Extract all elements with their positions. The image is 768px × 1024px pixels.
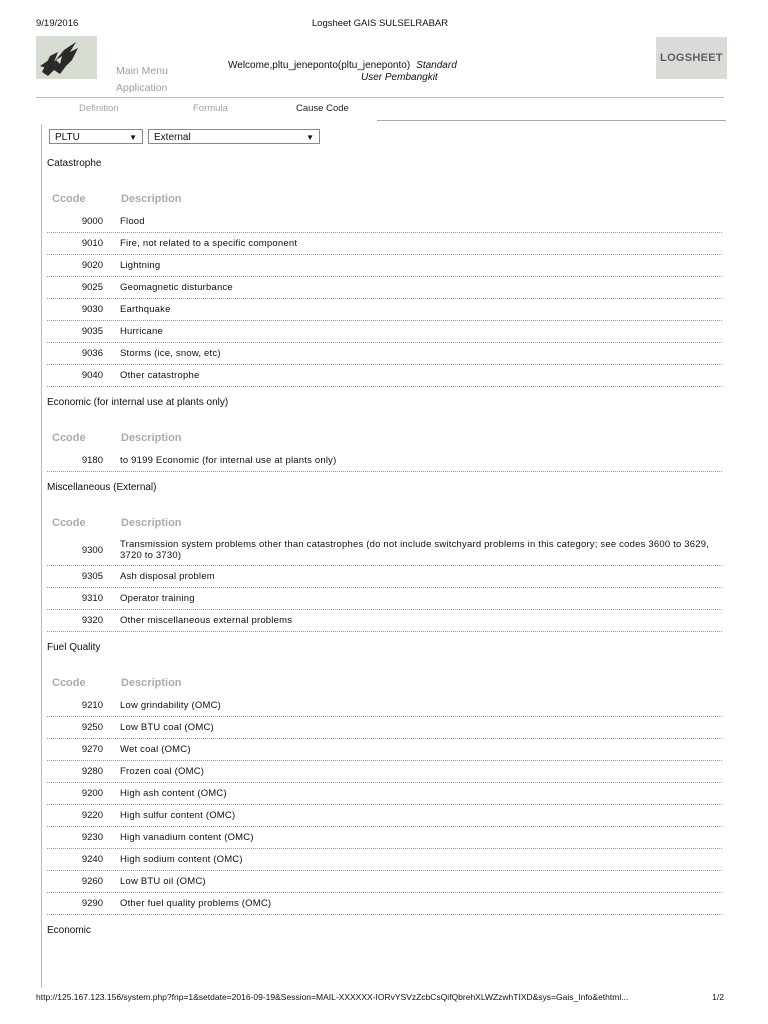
table-row: [47, 871, 722, 893]
cause-description: High vanadium content (OMC): [120, 832, 254, 843]
company-logo[interactable]: [36, 36, 97, 79]
cause-description: High ash content (OMC): [120, 788, 227, 799]
table-row: [47, 343, 722, 365]
table-row: [47, 695, 722, 717]
column-header-description: Description: [121, 432, 182, 444]
section-spacer: [47, 387, 722, 395]
cause-code: 9040: [81, 370, 103, 381]
cause-code: 9035: [81, 326, 103, 337]
cause-code: 9270: [81, 744, 103, 755]
chevron-down-icon: ▼: [129, 133, 137, 142]
column-header-description: Description: [121, 517, 182, 529]
unit-select-value: PLTU: [55, 132, 80, 143]
cause-code-table: [47, 535, 722, 632]
table-row: [47, 450, 722, 472]
cause-code: 9300: [81, 544, 103, 556]
cause-description: High sodium content (OMC): [120, 854, 243, 865]
table-row: [47, 365, 722, 387]
section-title: Economic: [47, 925, 91, 936]
category-select[interactable]: [148, 129, 320, 144]
table-row: [47, 299, 722, 321]
table-row: [47, 610, 722, 632]
table-row: [47, 893, 722, 915]
column-header-code: Ccode: [52, 677, 86, 689]
section-spacer: [47, 496, 722, 511]
column-header-code: Ccode: [52, 193, 86, 205]
table-header: [47, 426, 722, 450]
print-page-number: 1/2: [712, 992, 724, 1002]
table-row: [47, 805, 722, 827]
table-row: [47, 277, 722, 299]
cause-code-list: [47, 156, 722, 939]
welcome-text: Welcome,pltu_jeneponto(pltu_jeneponto): [228, 60, 411, 71]
cause-description: to 9199 Economic (for internal use at plants only): [120, 455, 337, 466]
tab-definition[interactable]: Definition: [79, 103, 119, 114]
table-header: [47, 671, 722, 695]
table-row: [47, 827, 722, 849]
cause-code: 9290: [81, 898, 103, 909]
cause-description: Hurricane: [120, 326, 163, 337]
cause-code-table: [47, 450, 722, 472]
cause-description: High sulfur content (OMC): [120, 810, 236, 821]
section-title: Economic (for internal use at plants only): [47, 397, 229, 408]
cause-code: 9260: [81, 876, 103, 887]
section-title: Fuel Quality: [47, 642, 101, 653]
cause-code: 9280: [81, 766, 103, 777]
cause-description: Transmission system problems other than catastrophes (do not include switchyard problems in this category; see codes 3600 to 3629, 3720 to 3730): [120, 539, 710, 561]
column-header-description: Description: [121, 193, 182, 205]
tab-cause-code[interactable]: Cause Code: [296, 103, 349, 114]
chevron-down-icon: ▼: [306, 133, 314, 142]
table-row: [47, 321, 722, 343]
cause-description: Low grindability (OMC): [120, 700, 222, 711]
category-select-value: External: [154, 132, 191, 143]
section-spacer: [47, 472, 722, 480]
table-header: [47, 511, 722, 535]
table-row: [47, 739, 722, 761]
cause-code: 9320: [81, 615, 103, 626]
table-row: [47, 761, 722, 783]
welcome-message: [228, 60, 457, 84]
table-row: [47, 717, 722, 739]
cause-description: Fire, not related to a specific component: [120, 238, 298, 249]
print-title: Logsheet GAIS SULSELRABAR: [311, 18, 449, 29]
section-spacer: [47, 915, 722, 923]
cause-description: Flood: [120, 216, 145, 227]
cause-code: 9310: [81, 593, 103, 604]
cause-description: Low BTU coal (OMC): [120, 722, 214, 733]
table-row: [47, 233, 722, 255]
print-url: http://125.167.123.156/system.php?fnp=1&setdate=2016-09-19&Session=MAIL-XXXXXX-IORvYSVzZcbCsQifQbrehXLWZzwhTIXD&sys=Gais_Info&ethtml...: [36, 992, 629, 1002]
section-title: Miscellaneous (External): [47, 482, 157, 493]
cause-code: 9020: [81, 260, 103, 271]
cause-description: Earthquake: [120, 304, 171, 315]
cause-code: 9025: [81, 282, 103, 293]
table-row: [47, 535, 722, 566]
section-spacer: [47, 172, 722, 187]
cause-description: Low BTU oil (OMC): [120, 876, 206, 887]
user-role-detail: User Pembangkit: [361, 72, 438, 83]
column-header-description: Description: [121, 677, 182, 689]
section-spacer: [47, 632, 722, 640]
column-header-code: Ccode: [52, 432, 86, 444]
cause-code: 9220: [81, 810, 103, 821]
cause-code: 9030: [81, 304, 103, 315]
print-date: 9/19/2016: [36, 18, 79, 29]
table-row: [47, 566, 722, 588]
main-menu-link[interactable]: Main Menu: [116, 65, 168, 77]
logsheet-button[interactable]: LOGSHEET: [656, 37, 727, 79]
cause-description: Other fuel quality problems (OMC): [120, 898, 272, 909]
table-row: [47, 211, 722, 233]
cause-description: Other miscellaneous external problems: [120, 615, 293, 626]
user-role: Standard: [416, 60, 457, 71]
cause-code: 9036: [81, 348, 103, 359]
cause-description: Lightning: [120, 260, 161, 271]
header-divider: [36, 97, 724, 98]
cause-code: 9180: [81, 455, 103, 466]
table-row: [47, 255, 722, 277]
table-row: [47, 849, 722, 871]
cause-description: Other catastrophe: [120, 370, 200, 381]
cause-code: 9240: [81, 854, 103, 865]
section-title: Catastrophe: [47, 158, 102, 169]
cause-description: Ash disposal problem: [120, 571, 215, 582]
table-row: [47, 783, 722, 805]
table-header: [47, 187, 722, 211]
cause-description: Frozen coal (OMC): [120, 766, 205, 777]
table-row: [47, 588, 722, 610]
cause-code: 9200: [81, 788, 103, 799]
cause-code-table: [47, 211, 722, 387]
cause-description: Storms (ice, snow, etc): [120, 348, 221, 359]
content-left-border: [41, 124, 42, 988]
cause-description: Geomagnetic disturbance: [120, 282, 233, 293]
tab-underline: [377, 120, 726, 121]
section-spacer: [47, 411, 722, 426]
cause-description: Wet coal (OMC): [120, 744, 191, 755]
cause-code: 9230: [81, 832, 103, 843]
cause-code: 9010: [81, 238, 103, 249]
tab-formula[interactable]: Formula: [193, 103, 228, 114]
cause-code: 9305: [81, 571, 103, 582]
section-spacer: [47, 656, 722, 671]
cause-code: 9210: [81, 700, 103, 711]
column-header-code: Ccode: [52, 517, 86, 529]
cause-code: 9250: [81, 722, 103, 733]
logo-mark-icon: [36, 36, 97, 79]
print-header: [36, 18, 724, 32]
cause-code-table: [47, 695, 722, 915]
application-link[interactable]: Application: [116, 82, 168, 94]
unit-select[interactable]: [49, 129, 143, 144]
cause-description: Operator training: [120, 593, 195, 604]
cause-code: 9000: [81, 216, 103, 227]
main-menu: [116, 63, 168, 97]
